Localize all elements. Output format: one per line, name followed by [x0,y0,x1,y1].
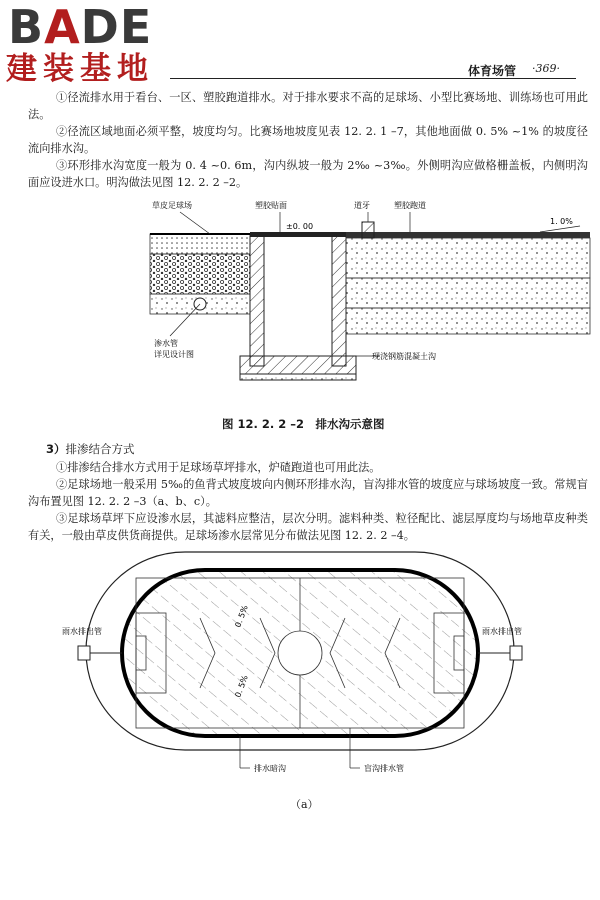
label-curb: 道牙 [354,201,370,210]
label-slope-top: 0. 5% [233,604,250,629]
paragraph-2: ②径流区域地面必须平整，坡度均匀。比赛场地坡度见表 12. 2. 1 –7，其他地面做 0. 5% ~1% 的坡度径流向排水沟。 [28,125,588,155]
label-blind-pipe: 盲沟排水管 [364,764,404,773]
section-heading [46,441,135,457]
label-grass: 草皮足球场 [152,201,192,210]
header-rule [170,78,576,79]
label-left-outlet: 雨水排出管 [62,627,102,636]
logo-text: BADE [8,0,153,54]
paragraph-4: ①排渗结合排水方式用于足球场草坪排水，炉碴跑道也可用此法。 [56,461,381,474]
paragraph-5: ②足球场地一般采用 5‰的鱼背式坡度坡向内侧环形排水沟，盲沟排水管的坡度应与球场坡度一致。常规盲沟布置见图 12. 2. 2 –3（a、b、c）。 [28,478,588,508]
label-slope: 1. 0% [550,217,573,226]
label-right-outlet: 雨水排出管 [482,627,522,636]
figure1-caption: 图 12. 2. 2 –2 排水沟示意图 [222,417,385,431]
section-number: 3） [46,442,66,456]
label-elevation: ±0. 00 [286,222,314,231]
label-slope-bottom: 0. 5% [233,674,250,699]
logo-subtitle: 建装基地 [6,51,154,87]
paragraph-6: ③足球场草坪下应设渗水层，其滤料应整洁，层次分明。滤料种类、粒径配比、滤层厚度均与场地草皮种类有关，一般由草皮供货商提供。足球场渗水层常见分布做法见图 12. 2. 2 –4。 [28,512,588,542]
section-title: 排渗结合方式 [65,442,135,456]
field-drainage-plan [60,548,540,778]
page-number: ·369· [532,62,560,75]
running-header-title: 体育场管 [468,64,517,78]
label-drain: 排水暗沟 [254,764,286,773]
drainage-ditch-diagram [140,196,600,406]
paragraph-1: ①径流排水用于看台、一区、塑胶跑道排水。对于排水要求不高的足球场、小型比赛场地、训练场也可用此法。 [28,91,588,121]
label-pipe-1: 渗水管 [154,339,178,348]
label-concrete: 现浇钢筋混凝土沟 [372,352,436,361]
label-rubber-top: 塑胶贴面 [255,201,287,210]
paragraph-3: ③环形排水沟宽度一般为 0. 4 ~0. 6m，沟内纵坡一般为 2‰ ~3‰。外侧明沟应做格栅盖板，内侧明沟面应设进水口。明沟做法见图 12. 2. 2 –2。 [28,159,588,189]
figure2-caption: （a） [290,798,319,811]
label-pipe-2: 详见设计图 [154,350,194,359]
label-rubber-track: 塑胶跑道 [394,201,426,210]
